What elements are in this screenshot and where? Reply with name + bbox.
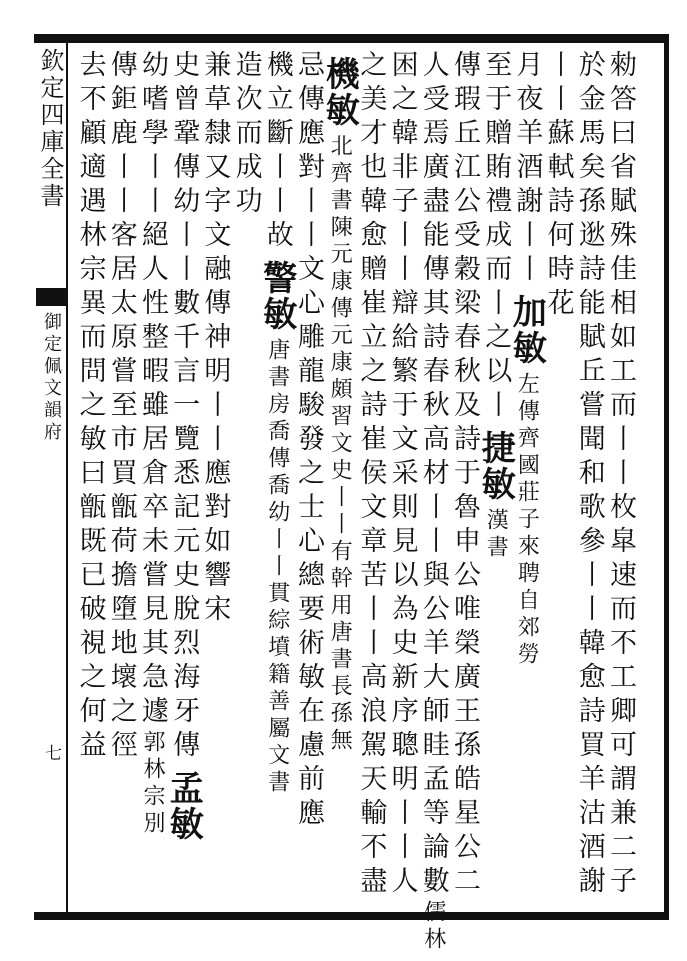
bottom-border-rule <box>34 912 668 920</box>
section-title: 御定佩文韻府 <box>41 312 62 444</box>
column-text: 人受焉廣盡能傳其詩春秋高材丨丨與公羊大師眭孟等論數 <box>417 50 449 900</box>
margin-divider-rule <box>66 43 68 912</box>
annotation-text: 北齊書陳元康傳元康頗習文史丨丨有幹用唐書長孫無 <box>327 134 353 755</box>
column-text: 傳鉅鹿丨丨客居太原嘗至市買甑荷擔墮地壞之徑 <box>105 50 137 764</box>
column-text: 兼草隸又字文融傳神明丨丨應對如響宋 <box>199 50 231 628</box>
headword: 警敏 <box>256 260 297 332</box>
text-column <box>446 50 482 910</box>
text-column <box>163 50 204 910</box>
column-text: 月夜羊酒謝丨丨 <box>511 50 543 288</box>
annotation-text: 郭林宗別 <box>140 730 165 838</box>
text-column <box>571 50 607 910</box>
top-border-rule <box>34 34 668 43</box>
text-column <box>290 50 326 910</box>
column-text: 造次而成功 <box>230 50 262 220</box>
text-column <box>228 50 264 910</box>
margin-black-mark <box>36 288 66 306</box>
column-text: 機立斷丨丨故 <box>261 50 293 254</box>
text-column <box>352 50 388 910</box>
text-column <box>72 50 108 910</box>
annotation-text: 唐書房喬傳喬幼丨丨貫綜墳籍善屬文書 <box>264 338 290 797</box>
column-text: 困之韓非子丨丨辯給繁于文采則見以為史新序聰明丨丨人 <box>386 50 418 900</box>
column-text: 幼嗜學丨丨絕人性整暇雖居倉卒未嘗見其急遽 <box>137 50 168 730</box>
text-column <box>415 50 451 954</box>
text-column <box>134 50 170 910</box>
headword: 加敏 <box>506 294 547 366</box>
right-border-rule <box>664 34 669 920</box>
annotation-text: 漢書 <box>483 508 509 562</box>
headword: 孟敏 <box>163 770 204 842</box>
column-text: 傳瑕丘江公受穀梁春秋及詩于魯申公唯榮廣王孫皓星公二 <box>449 50 480 900</box>
headword: 捷敏 <box>475 430 516 502</box>
text-column <box>384 50 420 910</box>
text-column <box>103 50 139 910</box>
column-text: 去不顧適遇林宗異而問之敏曰甑既已破視之何益 <box>74 50 106 764</box>
column-text: 於金馬矣孫逖詩能賦丘嘗聞和歌參丨丨韓愈詩買羊沽酒謝 <box>573 50 605 900</box>
column-text: 至于贈賄禮成而丨之以丨 <box>480 50 512 424</box>
column-text: 之美才也韓愈贈崔立之詩崔侯文章苦丨丨高浪駕天輸不盡 <box>355 50 387 900</box>
text-column <box>602 50 638 910</box>
text-column <box>319 50 360 910</box>
column-text: 史曾鞏傳幼丨丨數千言一覽悉記元史脫烈海牙傳 <box>168 50 200 764</box>
book-title: 欽定四庫全書 <box>36 48 64 210</box>
headword: 機敏 <box>319 56 360 128</box>
column-text: 勑答曰省賦殊佳相如工而丨丨枚皐速而不工卿可謂兼二子 <box>605 50 636 900</box>
page-number: 七 <box>41 744 61 761</box>
column-text: 忌傳應對丨丨文心雕龍駿發之士心總要術敏在慮前應 <box>293 50 324 832</box>
annotation-text: 儒林 <box>420 900 446 954</box>
column-text: 丨丨蘇軾詩何時花 <box>542 50 574 322</box>
annotation-text: 左傳齊國莊子來聘自郊勞 <box>514 372 540 669</box>
text-column <box>475 50 516 910</box>
text-column <box>256 50 297 910</box>
text-column <box>540 50 576 910</box>
